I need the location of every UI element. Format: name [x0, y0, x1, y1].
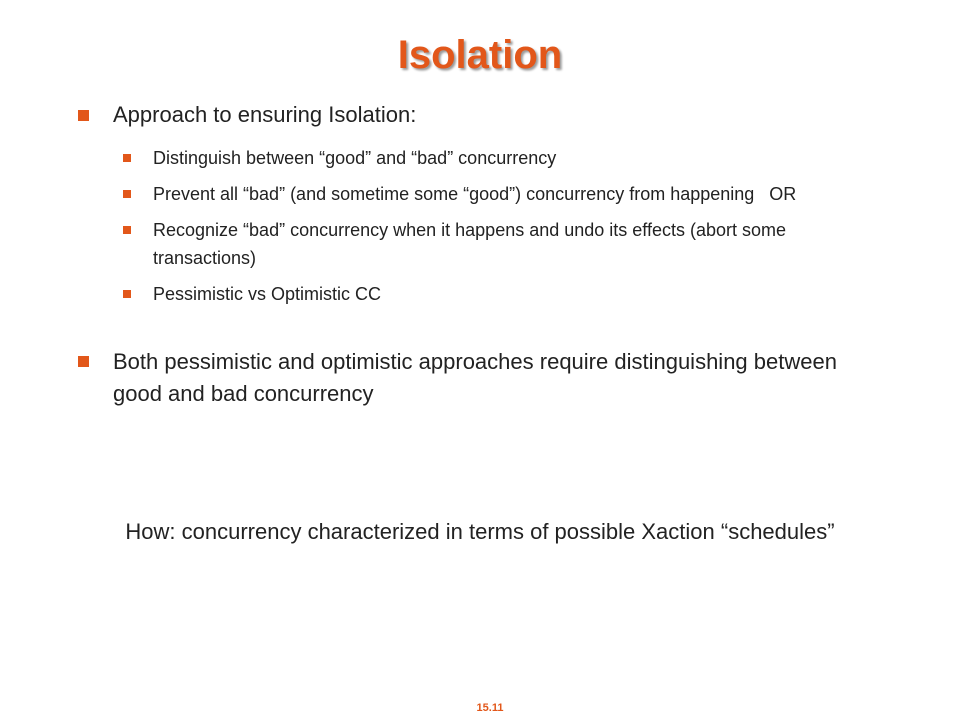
subbullet-text: Prevent all “bad” (and sometime some “good”) concurrency from happening OR	[153, 184, 797, 204]
square-subbullet-icon	[123, 226, 131, 234]
square-bullet-icon	[78, 110, 89, 121]
bullet-item	[78, 346, 878, 410]
subbullet-item	[123, 180, 878, 208]
bullet-text: Both pessimistic and optimistic approaches require distinguishing between good and bad concurrency	[113, 349, 837, 406]
subbullet-text: Distinguish between “good” and “bad” concurrency	[153, 148, 557, 168]
square-bullet-icon	[78, 356, 89, 367]
slide-number: 15.11	[476, 702, 504, 714]
subbullet-item	[123, 216, 878, 272]
square-subbullet-icon	[123, 154, 131, 162]
slide-content	[78, 100, 878, 410]
subbullet-text: Recognize “bad” concurrency when it happens and undo its effects (abort some transactions)	[153, 220, 787, 268]
square-subbullet-icon	[123, 290, 131, 298]
slide-title: Isolation	[397, 33, 563, 77]
subbullet-item	[123, 144, 878, 172]
slide-note: How: concurrency characterized in terms of possible Xaction “schedules”	[125, 519, 835, 544]
bullet-item	[78, 100, 878, 130]
square-subbullet-icon	[123, 190, 131, 198]
bullet-text: Approach to ensuring Isolation:	[113, 102, 417, 127]
subbullet-list	[78, 144, 878, 308]
subbullet-item	[123, 280, 878, 308]
subbullet-text: Pessimistic vs Optimistic CC	[153, 284, 382, 304]
